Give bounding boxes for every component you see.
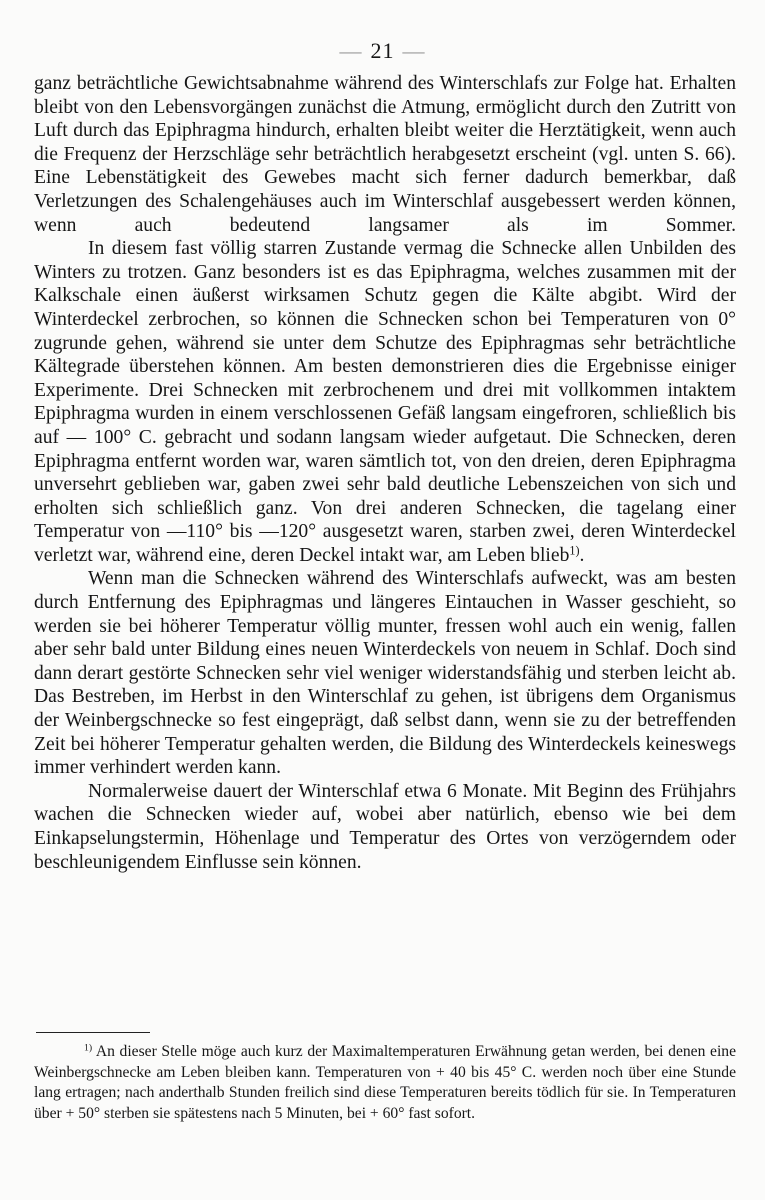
page-number-dash-right: — — [402, 38, 426, 63]
paragraph-2 — [34, 237, 736, 567]
footnote-divider — [36, 1032, 150, 1033]
paragraph-1: ganz beträchtliche Gewichtsabnahme während des Winterschlafs zur Folge hat. Erhalten bleibt von den Lebensvorgängen zunächst die Atmung, ermöglicht durch den Zutritt von Luft durch das Epiphragma hindurch, erhalten bleibt weiter die Herztätigkeit, wenn auch die Frequenz der Herzschläge sehr beträchtlich herabgesetzt erscheint (vgl. unten S. 66). Eine Lebenstätigkeit des Gewebes macht sich ferner dadurch bemerkbar, daß Verletzungen des Schalengehäuses auch im Winterschlaf ausgebessert werden können, wenn auch bedeutend langsamer als im Sommer. — [34, 73, 736, 236]
footnote-marker: 1) — [84, 1042, 93, 1054]
page-number — [0, 38, 765, 64]
footnote — [34, 1042, 736, 1124]
paragraph-2-end: . — [579, 544, 585, 566]
paragraph-2-text: In diesem fast völlig starren Zustande vermag die Schnecke allen Unbilden des Winters zu trotzen. Ganz besonders ist es das Epiphragma, welches zusammen mit der Kalkschale einen äußerst wirksamen Schutz gegen die Kälte abgibt. Wird der Winterdeckel zerbrochen, so können die Schnecken schon bei Temperaturen von 0° zugrunde gehen, während sie unter dem Schutze des Epiphragmas sehr beträchtliche Kältegrade überstehen können. Am besten demonstrieren dies die Ergebnisse einiger Experimente. Drei Schnecken mit zerbrochenem und drei mit vollkommen intaktem Epiphragma wurden in einem verschlossenen Gefäß langsam eingefroren, schließlich bis auf — 100° C. gebracht und sodann langsam wieder aufgetaut. Die Schnecken, deren Epiphragma entfernt worden war, waren sämtlich tot, von den dreien, deren Epiphragma unversehrt geblieben war, gaben zwei sehr bald deutliche Lebenszeichen von sich und erholten sich schließlich ganz. Von drei anderen Schnecken, die tagelang einer Temperatur von —110° bis —120° ausgesetzt waren, starben zwei, deren Winterdeckel verletzt war, während eine, deren Deckel intakt war, am Leben blieb — [34, 238, 736, 566]
footnote-paragraph — [34, 1042, 736, 1124]
page-number-value: 21 — [370, 38, 395, 63]
paragraph-3: Wenn man die Schnecken während des Winterschlafs aufweckt, was am besten durch Entfernung des Epiphragmas und längeres Eintauchen in Wasser geschieht, so werden sie bei höherer Temperatur völlig munter, fressen wohl auch ein wenig, fallen aber sehr bald unter Bildung eines neuen Winterdeckels von neuem in Schlaf. Doch sind dann derart gestörte Schnecken sehr viel weniger widerstandsfähig und sterben leicht ab. Das Bestreben, im Herbst in den Winterschlaf zu gehen, ist übrigens dem Organismus der Weinbergschnecke so fest eingeprägt, daß selbst dann, wenn sie zu der betreffenden Zeit bei höherer Temperatur gehalten werden, die Bildung des Winterdeckels keineswegs immer verhindert werden kann. — [34, 568, 736, 779]
footnote-text: An dieser Stelle möge auch kurz der Maximaltemperaturen Erwähnung getan werden, bei denen eine Weinbergschnecke am Leben bleiben kann. Temperaturen von + 40 bis 45° C. werden noch über eine Stunde lang ertragen; nach anderthalb Stunden freilich sind diese Temperaturen bereits tödlich für sie. In Temperaturen über + 50° sterben sie spätestens nach 5 Minuten, bei + 60° fast sofort. — [34, 1043, 736, 1122]
page-number-dash-left: — — [339, 38, 363, 63]
paragraph-4: Normalerweise dauert der Winterschlaf etwa 6 Monate. Mit Beginn des Frühjahrs wachen die Schnecken wieder auf, wobei aber natürlich, ebenso wie bei dem Einkapselungstermin, Höhenlage und Temperatur des Ortes von verzögerndem oder beschleunigendem Einflusse sein können. — [34, 780, 736, 873]
footnote-reference: 1) — [569, 543, 580, 558]
main-text — [34, 72, 736, 874]
